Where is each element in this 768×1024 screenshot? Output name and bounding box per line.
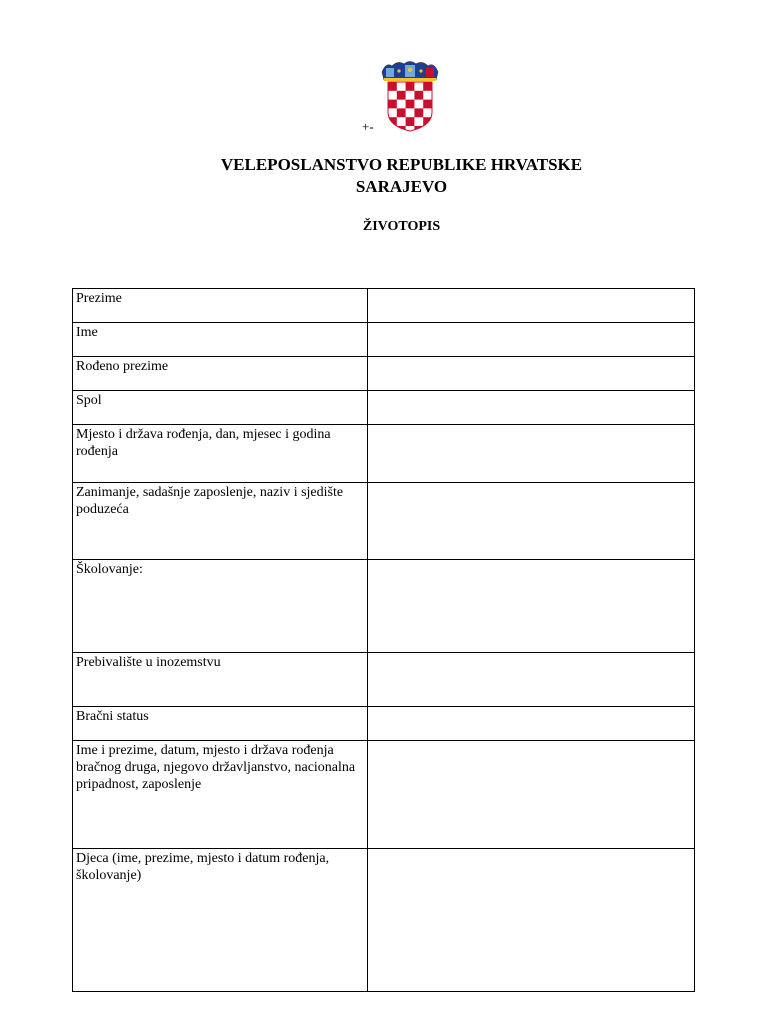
table-row	[73, 849, 695, 992]
field-label-rodeno-prezime: Rođeno prezime	[73, 357, 368, 391]
field-input-bracni-status[interactable]	[368, 707, 695, 741]
table-row	[73, 483, 695, 560]
field-label-skolovanje: Školovanje:	[73, 560, 368, 653]
table-row	[73, 357, 695, 391]
table-row	[73, 560, 695, 653]
field-label-mjesto-rodenja: Mjesto i država rođenja, dan, mjesec i godina rođenja	[73, 425, 368, 483]
croatian-coat-of-arms-icon	[380, 60, 440, 132]
field-label-ime: Ime	[73, 323, 368, 357]
crown-icon	[382, 62, 438, 82]
field-input-prebivaliste[interactable]	[368, 653, 695, 707]
field-label-bracni-status: Bračni status	[73, 707, 368, 741]
table-row	[73, 707, 695, 741]
coat-of-arms-icon	[380, 60, 440, 132]
embassy-name: VELEPOSLANSTVO REPUBLIKE HRVATSKE	[220, 155, 583, 174]
document-title: ŽIVOTOPIS	[362, 219, 441, 234]
table-row	[73, 653, 695, 707]
margin-mark: +-	[362, 119, 374, 134]
cv-form-table	[72, 288, 695, 992]
field-label-djeca: Djeca (ime, prezime, mjesto i datum rođenja, školovanje)	[73, 849, 368, 992]
field-label-zanimanje: Zanimanje, sadašnje zaposlenje, naziv i sjedište poduzeća	[73, 483, 368, 560]
field-input-prezime[interactable]	[368, 289, 695, 323]
table-row	[73, 391, 695, 425]
field-input-mjesto-rodenja[interactable]	[368, 425, 695, 483]
field-input-ime[interactable]	[368, 323, 695, 357]
field-input-djeca[interactable]	[368, 849, 695, 992]
table-row	[73, 425, 695, 483]
table-row	[73, 741, 695, 849]
field-label-prezime: Prezime	[73, 289, 368, 323]
field-input-rodeno-prezime[interactable]	[368, 357, 695, 391]
field-input-bracni-drug[interactable]	[368, 741, 695, 849]
field-input-skolovanje[interactable]	[368, 560, 695, 653]
field-input-spol[interactable]	[368, 391, 695, 425]
field-label-bracni-drug: Ime i prezime, datum, mjesto i država rođenja bračnog druga, njegovo državljanstvo, nacionalna pripadnost, zaposlenje	[73, 741, 368, 849]
table-row	[73, 323, 695, 357]
table-row	[73, 289, 695, 323]
embassy-city: SARAJEVO	[355, 177, 448, 196]
field-label-prebivaliste: Prebivalište u inozemstvu	[73, 653, 368, 707]
field-input-zanimanje[interactable]	[368, 483, 695, 560]
field-label-spol: Spol	[73, 391, 368, 425]
